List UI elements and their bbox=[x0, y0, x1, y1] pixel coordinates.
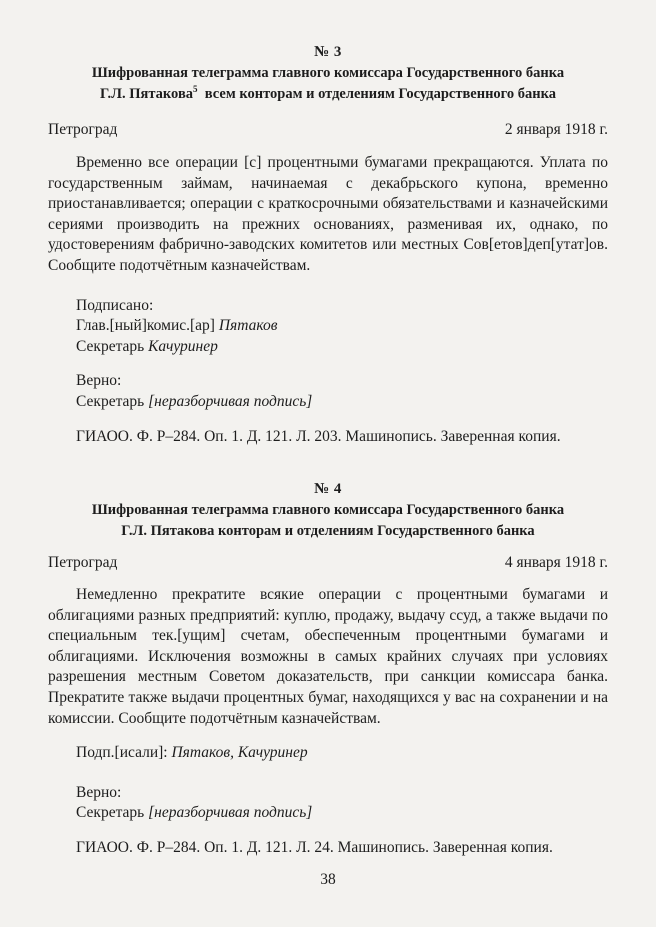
document-3 bbox=[48, 42, 608, 447]
verno-note: [неразборчивая подпись] bbox=[148, 392, 313, 410]
document-number: № 3 bbox=[314, 44, 342, 60]
heading-line-1: Шифрованная телеграмма главного комиссара Государственного банка bbox=[91, 65, 565, 81]
document-heading bbox=[48, 63, 608, 105]
signature-line-2 bbox=[48, 337, 608, 358]
heading-line-2 bbox=[48, 84, 608, 105]
heading-author: Г.Л. Пятакова bbox=[99, 86, 194, 102]
verno-title: Секретарь bbox=[76, 392, 145, 410]
document-number: № 4 bbox=[314, 481, 342, 497]
footnote-marker: 5 bbox=[193, 84, 198, 95]
heading-line-2: Г.Л. Пятакова конторам и отделениям Государственного банка bbox=[121, 523, 535, 539]
archive-source: ГИАОО. Ф. Р–284. Оп. 1. Д. 121. Л. 24. Машинопись. Заверенная копия. bbox=[76, 838, 553, 856]
document-heading bbox=[48, 500, 608, 542]
heading-recipients: всем конторам и отделениям Государственного банка bbox=[204, 86, 557, 102]
signed-names: Пятаков, Качуринер bbox=[171, 744, 308, 762]
signed-prefix: Подп.[исали]: bbox=[76, 744, 168, 762]
verno-note: [неразборчивая подпись] bbox=[148, 804, 313, 822]
place-date-row bbox=[48, 553, 608, 573]
signature-title: Глав.[ный]комис.[ар] bbox=[76, 317, 215, 335]
verno-label: Верно: bbox=[76, 783, 122, 801]
document-4 bbox=[48, 479, 608, 858]
place: Петроград bbox=[48, 121, 118, 138]
signature-name: Пятаков bbox=[218, 317, 278, 335]
place-date-row bbox=[48, 120, 608, 140]
telegram-body: Временно все операции [с] процентными бумагами прекращаются. Уплата по государственным займам, начинаемая с декабрьского купона, временно приостанавливается; операции с краткосрочными обязательствами и казначейскими сериями производить на прежних основаниях, разменивая их, однако, по удостоверениям фабрично-заводских комитетов или местных Сов[етов]деп[утат]ов. Сообщите подотчётным казначействам. bbox=[48, 154, 608, 274]
signed-label: Подписано: bbox=[76, 296, 154, 314]
telegram-body: Немедленно прекратите всякие операции с процентными бумагами и облигациями разных предприятий: куплю, продажу, выдачу ссуд, а также выдачи по специальным тек.[ущим] счетам, обеспеченным процентными бумагами и облигациями. Исключения возможны в самых крайних случаях при условиях разрешения местным Советом доказательств, при санкции комиссара банка. Прекратите также выдачи процентных бумаг, находящихся у вас на сохранении и на комиссии. Сообщите подотчётным казначействам. bbox=[48, 586, 608, 727]
signed-line bbox=[48, 743, 608, 764]
verno-line bbox=[48, 392, 608, 413]
verno-label: Верно: bbox=[76, 372, 122, 390]
page-number: 38 bbox=[320, 871, 336, 888]
date: 2 января 1918 г. bbox=[504, 121, 608, 138]
place: Петроград bbox=[48, 554, 118, 571]
verno-title: Секретарь bbox=[76, 804, 145, 822]
date: 4 января 1918 г. bbox=[504, 554, 608, 571]
verno-line bbox=[48, 803, 608, 824]
heading-line-1: Шифрованная телеграмма главного комиссара Государственного банка bbox=[91, 502, 565, 518]
signature-title: Секретарь bbox=[76, 337, 145, 355]
archive-source: ГИАОО. Ф. Р–284. Оп. 1. Д. 121. Л. 203. Машинопись. Заверенная копия. bbox=[76, 427, 561, 445]
signature-line-1 bbox=[48, 316, 608, 337]
signature-name: Качуринер bbox=[148, 337, 218, 355]
